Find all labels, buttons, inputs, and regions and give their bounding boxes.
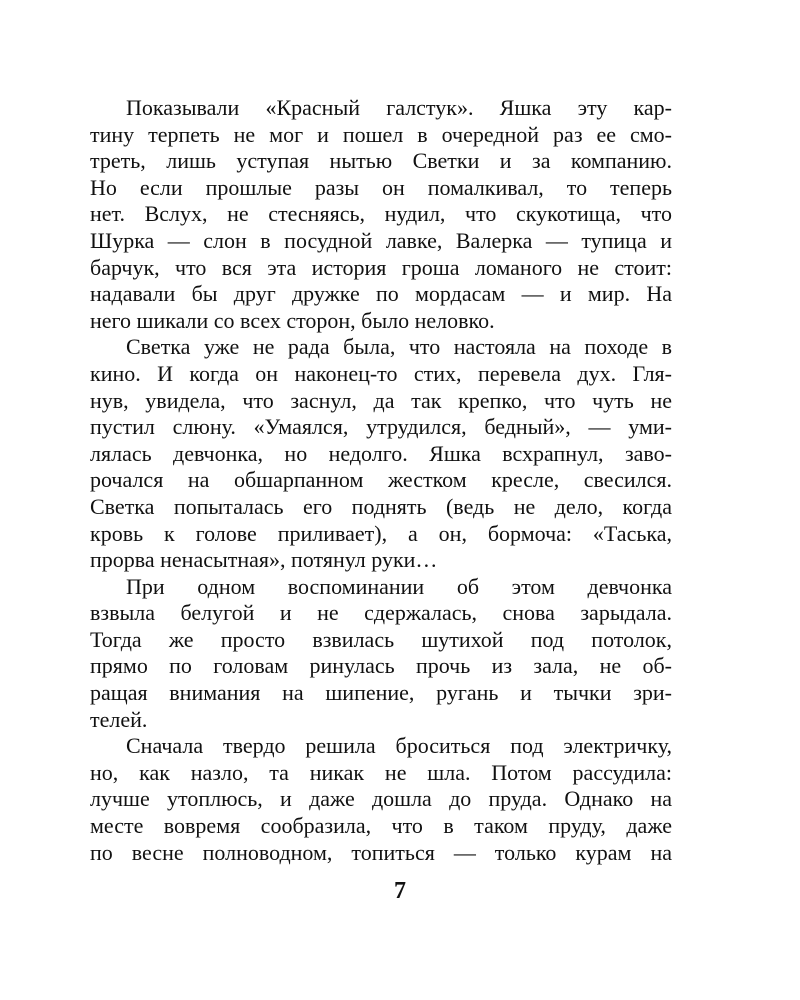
text-line: месте вовремя сообразила, что в таком пруду, даже — [90, 813, 672, 839]
text-line: пустил слюну. «Умаялся, утрудился, бедный», — уми- — [90, 414, 672, 440]
text-line: телей. — [90, 706, 148, 732]
text-line: нув, увидела, что заснул, да так крепко, что чуть не — [90, 387, 672, 413]
text-line: При одном воспоминании об этом девчонка — [126, 573, 672, 599]
text-line: взвыла белугой и не сдержалась, снова зарыдала. — [90, 600, 672, 626]
paragraph-1 — [90, 95, 672, 334]
text-line: Показывали «Красный галстук». Яшка эту кар- — [126, 95, 672, 120]
text-line: Светка попыталась его поднять (ведь не дело, когда — [90, 493, 672, 519]
text-line: прямо по головам ринулась прочь из зала, не об- — [90, 653, 672, 679]
text-line: Шурка — слон в посудной лавке, Валерка — тупица и — [90, 227, 672, 253]
text-line: нет. Вслух, не стесняясь, нудил, что скукотища, что — [90, 201, 672, 227]
text-line: Тогда же просто взвилась шутихой под потолок, — [90, 626, 672, 652]
text-line: тину терпеть не мог и пошел в очередной раз ее смо- — [90, 121, 672, 147]
text-line: барчук, что вся эта история гроша ломаного не стоит: — [90, 254, 672, 280]
text-line: по весне полноводном, топиться — только курам на — [90, 839, 672, 865]
text-line: надавали бы друг дружке по мордасам — и мир. На — [90, 281, 672, 307]
text-line: треть, лишь уступая нытью Светки и за компанию. — [90, 148, 672, 174]
text-line: Светка уже не рада была, что настояла на походе в — [126, 334, 672, 360]
page-body — [90, 95, 672, 866]
text-line: рочался на обшарпанном жестком кресле, свесился. — [90, 467, 672, 493]
paragraph-2 — [90, 334, 672, 573]
page-number: 7 — [394, 878, 406, 904]
text-line: лучше утоплюсь, и даже дошла до пруда. Однако на — [90, 786, 672, 812]
paragraph-4 — [90, 733, 672, 866]
text-line: Но если прошлые разы он помалкивал, то теперь — [90, 174, 672, 200]
text-line: кино. И когда он наконец-то стих, перевела дух. Гля- — [90, 360, 672, 386]
text-line: кровь к голове приливает), а он, бормоча: «Таська, — [90, 520, 672, 546]
text-line: прорва ненасытная», потянул руки… — [90, 547, 438, 573]
text-line: ращая внимания на шипение, ругань и тычки зри- — [90, 680, 672, 706]
text-line: Сначала твердо решила броситься под электричку, — [126, 733, 672, 759]
text-line: лялась девчонка, но недолго. Яшка всхрапнул, заво- — [90, 440, 672, 466]
text-line: него шикали со всех сторон, было неловко. — [90, 307, 495, 333]
text-line: но, как назло, та никак не шла. Потом рассудила: — [90, 759, 672, 785]
paragraph-3 — [90, 574, 672, 734]
